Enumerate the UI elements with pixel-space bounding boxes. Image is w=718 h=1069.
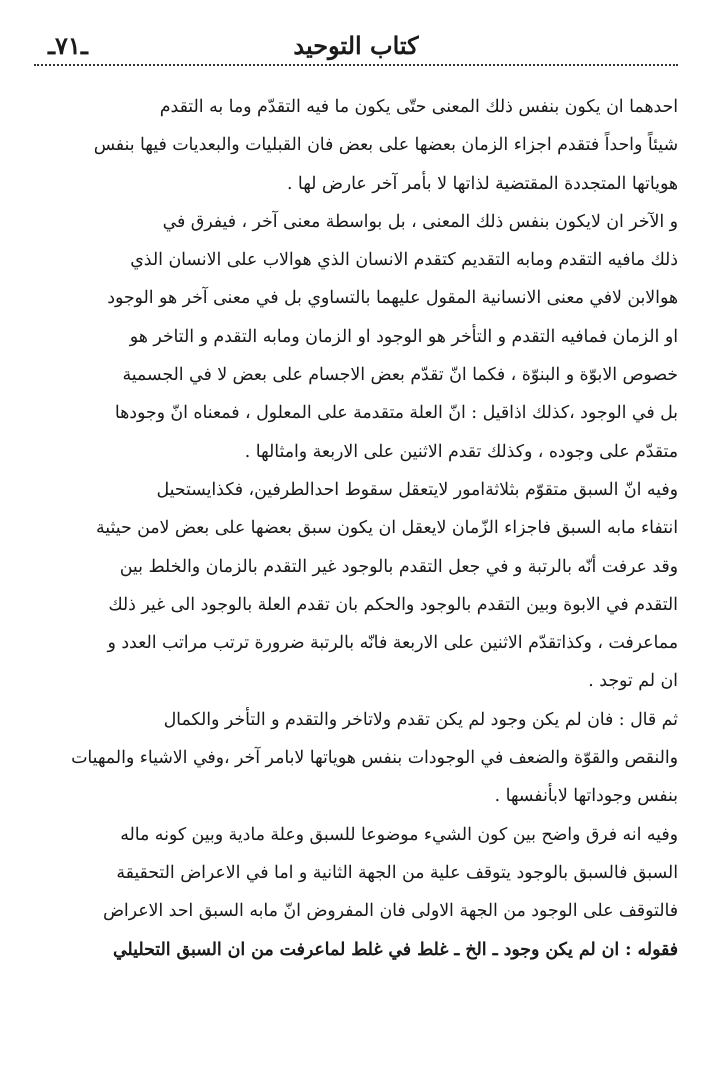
paragraph-2 (34, 203, 678, 471)
text-line: ان لم توجد . (588, 671, 678, 692)
text-line: وفيه انّ السبق متقوّم بثلاثةامور لايتعقل سقوط احدالطرفين، فكذايستحيل (156, 479, 678, 500)
paragraph-5 (34, 816, 678, 969)
text-line: انتفاء مابه السبق فاجزاء الزّمان لايعقل ان يكون سبق بعضها على بعض لامن حيثية (96, 518, 678, 539)
text-line: وقد عرفت أنّه بالرتبة و في جعل التقدم بالوجود غير التقدم بالزمان والخلط بين (119, 556, 678, 577)
text-line: هوالابن لافي معنى الانسانية المقول عليهما بالتساوي بل في معنى آخر هو الوجود (107, 288, 678, 309)
text-line: ثم قال : فان لم يكن وجود لم يكن تقدم ولاتاخر والتقدم و التأخر والكمال (163, 709, 678, 730)
text-line: متقدّم على وجوده ، وكذلك تقدم الاثنين على الاربعة وامثالها . (244, 441, 678, 462)
text-line: بنفس وجوداتها لابأنفسها . (494, 786, 678, 807)
paragraph-4 (34, 701, 678, 816)
text-line: بل في الوجود ،كذلك اذاقيل : انّ العلة متقدمة على المعلول ، فمعناه انّ وجودها (114, 403, 678, 424)
text-line: خصوص الابوّة و البنوّة ، فكما انّ تقدّم بعض الاجسام على بعض لا في الجسمية (122, 365, 678, 386)
text-line: فقوله : ان لم يكن وجود ـ الخ ـ غلط في غلط لماعرفت من ان السبق التحليلي (113, 939, 678, 960)
text-line: مماعرفت ، وكذاتقدّم الاثنين على الاربعة فانّه بالرتبة ضرورة ترتب مراتب العدد و (107, 633, 678, 654)
page-header (34, 0, 678, 66)
text-line: السبق فالسبق بالوجود يتوقف علية من الجهة الثانية و اما في الاعراض التحقيقة (116, 862, 678, 883)
text-line: شيئاً واحداً فتقدم اجزاء الزمان بعضها على بعض فان القبليات والبعديات فيها بنفس (93, 135, 678, 156)
text-line: او الزمان فمافيه التقدم و التأخر هو الوجود او الزمان ومابه التقدم و التاخر هو (129, 326, 678, 347)
paragraph-3 (34, 471, 678, 701)
book-title: كتاب التوحيد (293, 31, 419, 60)
text-line: والنقص والقوّة والضعف في الوجودات بنفس هوياتها لابامر آخر ،وفي الاشياء والمهيات (71, 748, 678, 769)
text-line: و الآخر ان لايكون بنفس ذلك المعنى ، بل بواسطة معنى آخر ، فيفرق في (162, 211, 678, 232)
text-line: هوياتها المتجددة المقتضية لذاتها لا بأمر آخر عارض لها . (286, 173, 678, 194)
text-line: ذلك مافيه التقدم ومابه التقديم كتقدم الانسان الذي هوالاب على الانسان الذي (130, 250, 678, 271)
page-number: ـ٧١ـ (48, 31, 88, 60)
page-body (34, 88, 678, 969)
text-line: فالتوقف على الوجود من الجهة الاولى فان المفروض انّ مابه السبق احد الاعراض (102, 901, 678, 922)
text-line: التقدم في الابوة وبين التقدم بالوجود والحكم بان تقدم العلة بالوجود الى غير ذلك (108, 594, 678, 615)
text-line: احدهما ان يكون بنفس ذلك المعنى حتّى يكون ما فيه التقدّم وما به التقدم (159, 97, 678, 117)
paragraph-1 (34, 88, 678, 203)
text-line: وفيه انه فرق واضح بين كون الشيء موضوعا للسبق وعلة مادية وبين كونه ماله (120, 824, 678, 845)
